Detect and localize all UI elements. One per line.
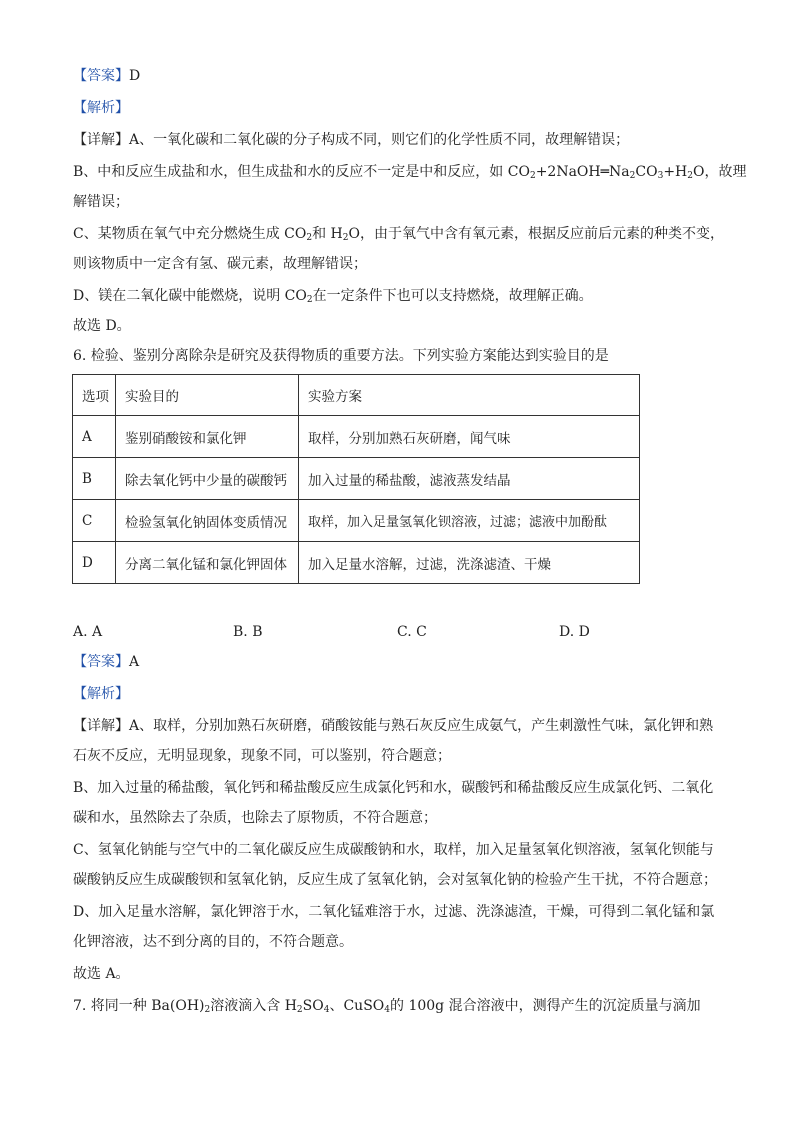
- q6-analysis-label: 【解析】: [73, 686, 129, 702]
- table-row: [73, 416, 640, 458]
- detail-label: 【详解】: [73, 132, 129, 148]
- table-cell: A: [73, 416, 116, 458]
- table-header-row: [73, 375, 640, 416]
- q6-detail-b-line1: B、加入过量的稀盐酸，氧化钙和稀盐酸反应生成氯化钙和水，碳酸钙和稀盐酸反应生成氯化钙、二氧化: [73, 780, 714, 796]
- options-table: [72, 374, 640, 584]
- choice-c: C. C: [397, 624, 427, 640]
- table-cell: 加入过量的稀盐酸，滤液蒸发结晶: [299, 458, 640, 500]
- q5-detail-d: D、镁在二氧化碳中能燃烧，说明 $CO_2$在一定条件下也可以支持燃烧，故理解正确。: [73, 288, 593, 305]
- q5-answer-line: [73, 66, 723, 86]
- q5-analysis-label: 【解析】: [73, 100, 129, 116]
- table-cell: 检验氢氧化钠固体变质情况: [116, 500, 299, 542]
- q6-detail-a-line1: 【详解】A、取样，分别加熟石灰研磨，硝酸铵能与熟石灰反应生成氨气，产生刺激性气味，氯化钾和熟: [73, 718, 714, 734]
- q6-detail-c-line2: 碳酸钠反应生成碳酸钡和氢氧化钠，反应生成了氢氧化钠，会对氢氧化钠的检验产生干扰，不符合题意；: [73, 872, 717, 888]
- q6-stem: 6. 检验、鉴别分离除杂是研究及获得物质的重要方法。下列实验方案能达到实验目的是: [73, 348, 609, 364]
- q6-detail-c-line1: C、氢氧化钠能与空气中的二氧化碳反应生成碳酸钠和水，取样，加入足量氢氧化钡溶液，氢氧化钡能与: [73, 842, 714, 858]
- choice-a: A. A: [73, 624, 103, 640]
- choice-d: D. D: [559, 624, 590, 640]
- q5-detail-a: 【详解】A、一氧化碳和二氧化碳的分子构成不同，则它们的化学性质不同，故理解错误；: [73, 132, 630, 148]
- q6-detail-b-line2: 碳和水，虽然除去了杂质，也除去了原物质，不符合题意；: [73, 810, 437, 826]
- table-header-cell: 选项: [73, 375, 116, 416]
- q6-detail-d-line2: 化钾溶液，达不到分离的目的，不符合题意。: [73, 934, 353, 950]
- q6-conclusion: 故选 A。: [73, 966, 130, 982]
- table-cell: 分离二氧化锰和氯化钾固体: [116, 542, 299, 584]
- choice-b: B. B: [233, 624, 263, 640]
- table-row: [73, 500, 640, 542]
- answer-label: 【答案】: [73, 654, 129, 670]
- table-cell: 加入足量水溶解，过滤，洗涤滤渣、干燥: [299, 542, 640, 584]
- table-row: [73, 542, 640, 584]
- table-cell: B: [73, 458, 116, 500]
- table-cell: D: [73, 542, 116, 584]
- detail-label: 【详解】: [73, 718, 129, 734]
- table-cell: C: [73, 500, 116, 542]
- q7-stem: 7. 将同一种 $Ba(OH)_2$溶液滴入含 $H_2SO_4$、CuSO$_4$的 100g 混合溶液中，测得产生的沉淀质量与滴加: [73, 998, 701, 1015]
- table-row: [73, 458, 640, 500]
- table-cell: 鉴别硝酸铵和氯化钾: [116, 416, 299, 458]
- answer-label: 【答案】: [73, 68, 129, 84]
- q5-detail-b-line2: 解错误；: [73, 194, 129, 210]
- q5-detail-b-line1: B、中和反应生成盐和水，但生成盐和水的反应不一定是中和反应，如 $CO_2+2NaOH═Na_2CO_3+H_2O$，故理: [73, 164, 747, 181]
- table-cell: 取样，分别加熟石灰研磨，闻气味: [299, 416, 640, 458]
- q5-detail-c-line2: 则该物质中一定含有氢、碳元素，故理解错误；: [73, 256, 367, 272]
- q6-detail-a-line2: 石灰不反应，无明显现象，现象不同，可以鉴别，符合题意；: [73, 748, 451, 764]
- q5-detail-c-line1: C、某物质在氧气中充分燃烧生成 $CO_2$和 $H_2O$，由于氧气中含有氧元素，根据反应前后元素的种类不变，: [73, 226, 724, 243]
- q6-answer-line: [73, 652, 723, 672]
- table-cell: 除去氧化钙中少量的碳酸钙: [116, 458, 299, 500]
- table-header-cell: 实验方案: [299, 375, 640, 416]
- answer-value: D: [129, 68, 141, 84]
- table-header-cell: 实验目的: [116, 375, 299, 416]
- q6-detail-d-line1: D、加入足量水溶解，氯化钾溶于水，二氧化锰难溶于水，过滤、洗涤滤渣，干燥，可得到二氧化锰和氯: [73, 904, 715, 920]
- q5-conclusion: 故选 D。: [73, 318, 131, 334]
- answer-value: A: [129, 654, 140, 670]
- equation-sign: ═: [600, 164, 610, 180]
- table-cell: 取样，加入足量氢氧化钡溶液，过滤；滤液中加酚酞: [299, 500, 640, 542]
